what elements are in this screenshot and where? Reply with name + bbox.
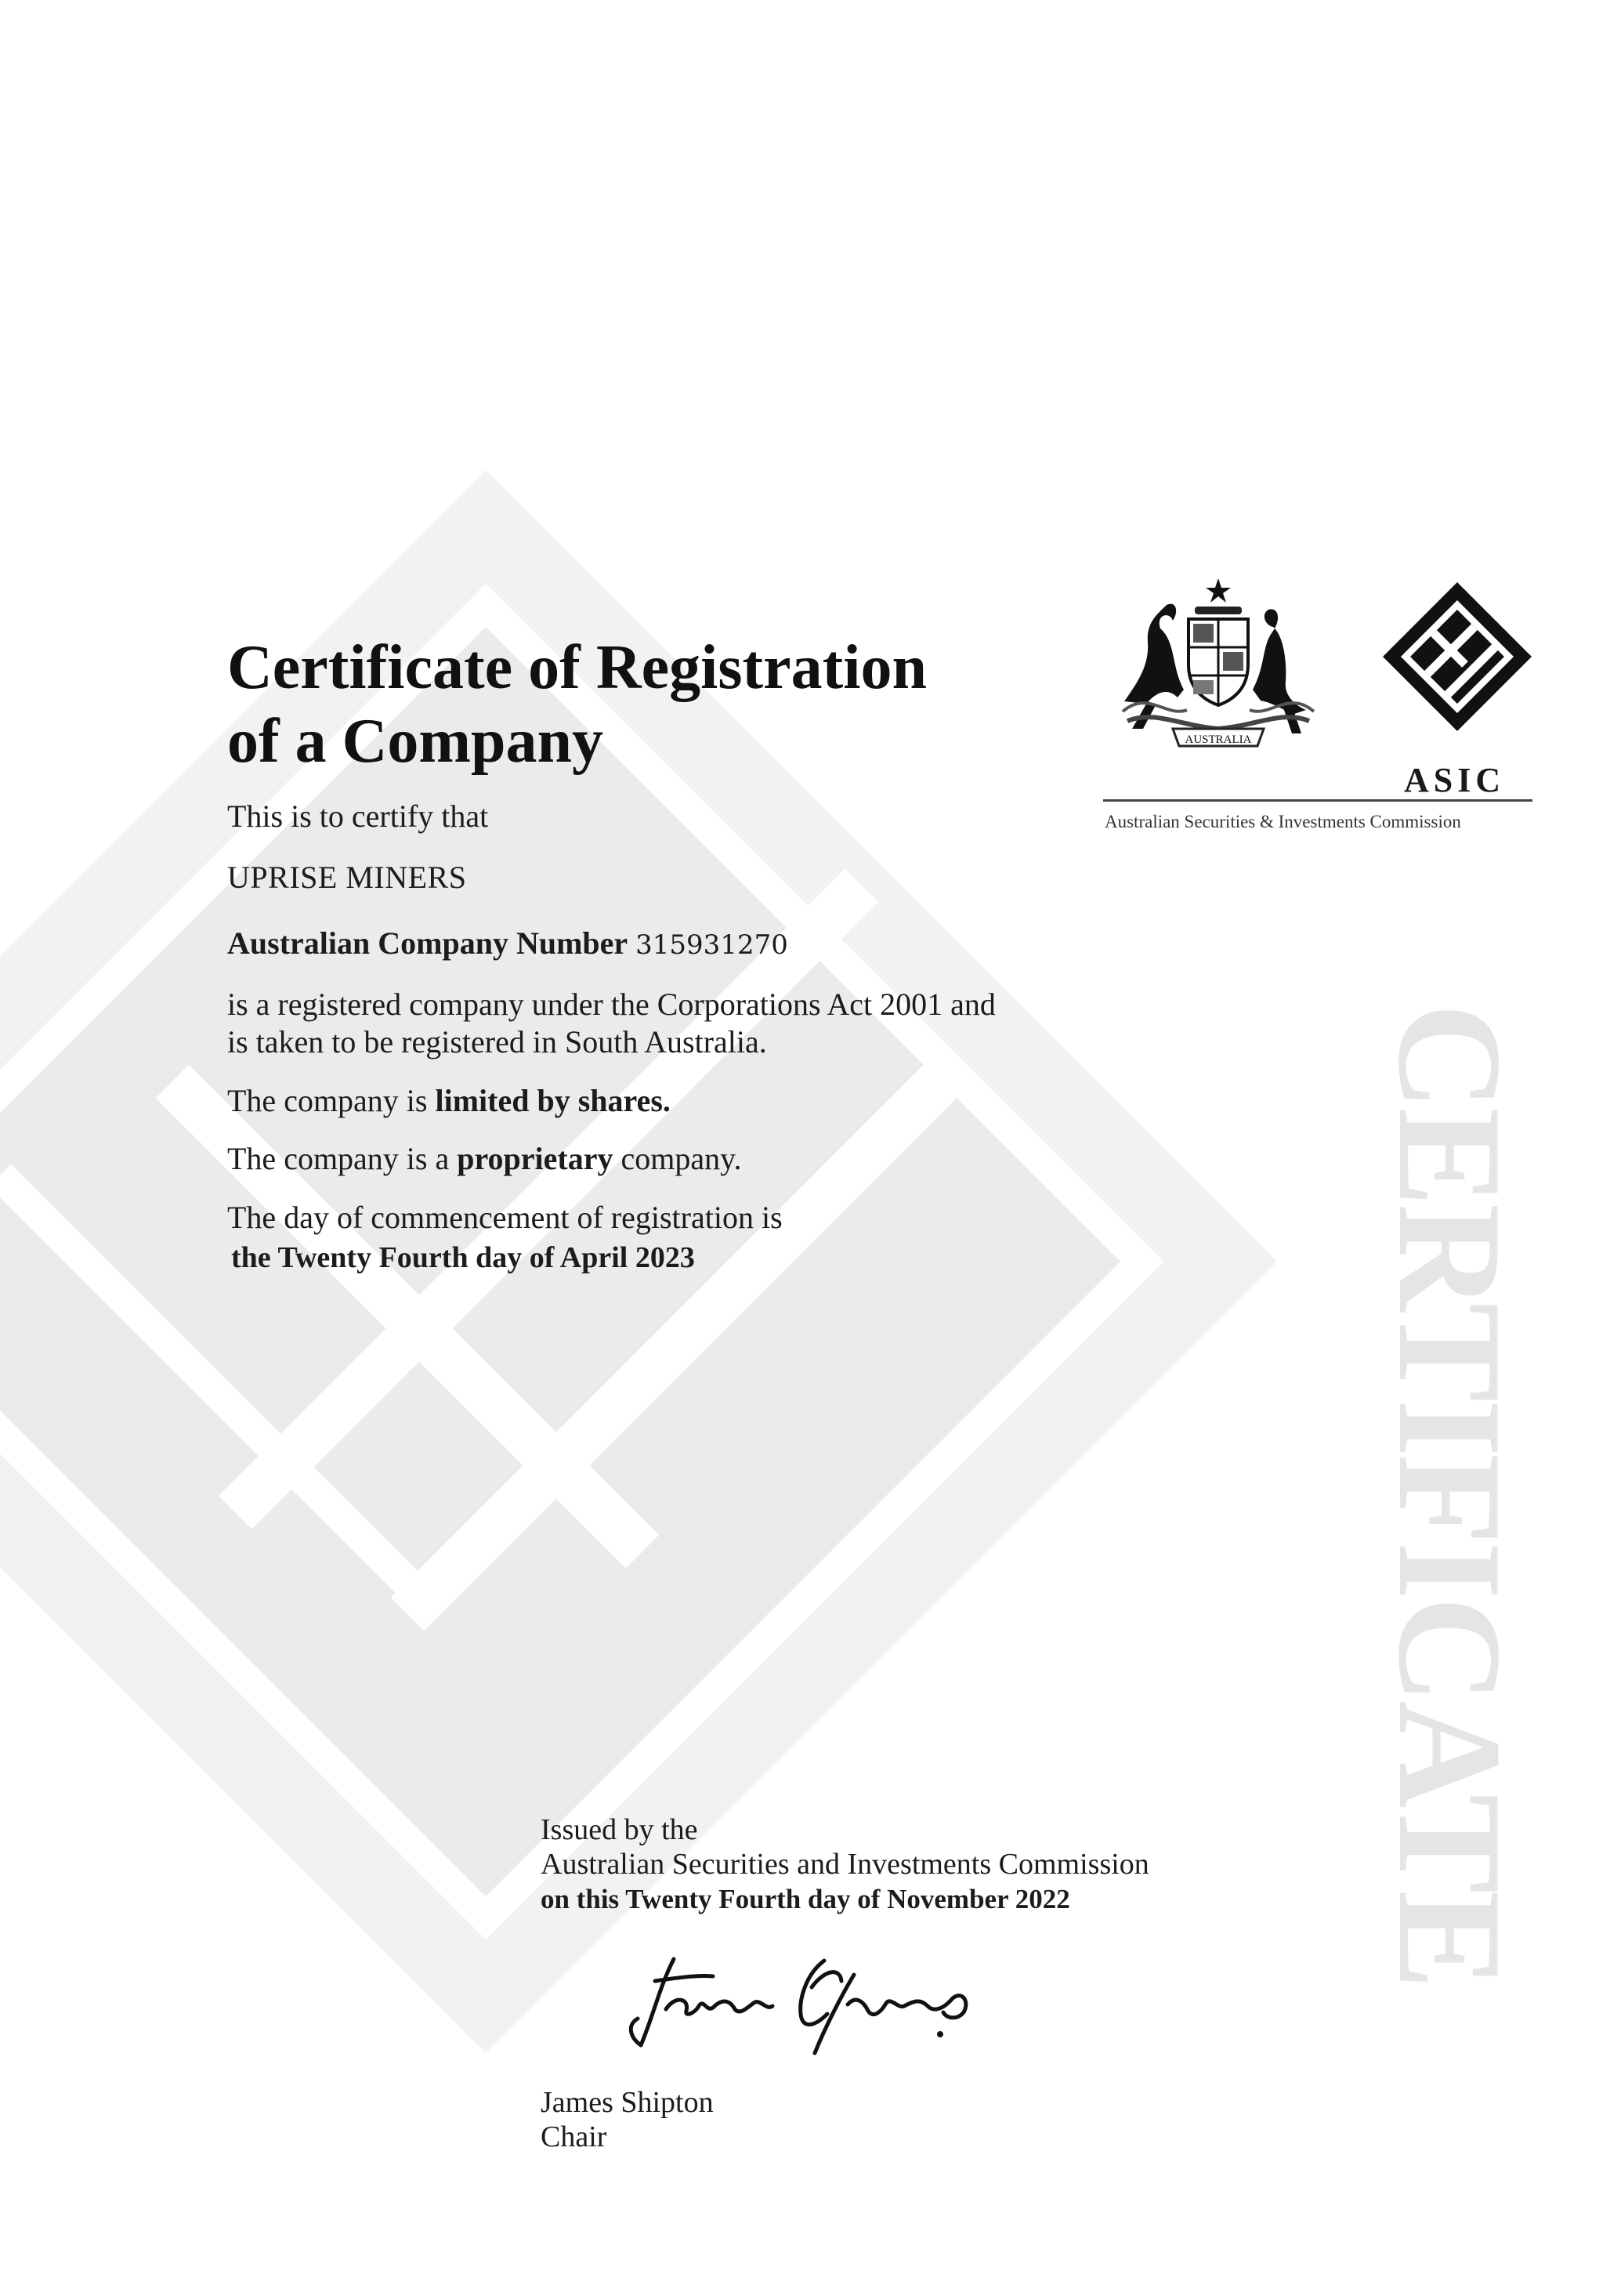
type-suffix: company. bbox=[613, 1141, 742, 1176]
acn-value: 315931270 bbox=[635, 929, 788, 961]
asic-full-name: Australian Securities & Investments Commission bbox=[1105, 812, 1461, 831]
issue-date: on this Twenty Fourth day of November 2022 bbox=[541, 1884, 1070, 1914]
certificate-title-line1: Certificate of Registration bbox=[227, 633, 927, 702]
type-prefix: The company is a bbox=[227, 1141, 458, 1176]
signatory-title: Chair bbox=[541, 2120, 607, 2153]
limited-by-shares-line bbox=[227, 1085, 671, 1117]
issuer-commission-name: Australian Securities and Investments Commission bbox=[541, 1848, 1149, 1881]
certificate-title-line2: of a Company bbox=[227, 707, 604, 776]
signatory-name: James Shipton bbox=[541, 2086, 714, 2119]
acn-line bbox=[227, 925, 788, 961]
limited-prefix: The company is bbox=[227, 1083, 436, 1118]
company-type-line bbox=[227, 1143, 742, 1175]
limited-value: limited by shares. bbox=[435, 1083, 671, 1118]
commencement-date: the Twenty Fourth day of April 2023 bbox=[231, 1241, 695, 1274]
asic-diamond-logo-icon bbox=[1379, 578, 1536, 735]
intro-text: This is to certify that bbox=[227, 799, 489, 834]
registration-line1: is a registered company under the Corporations Act 2001 and bbox=[227, 987, 996, 1022]
type-value: proprietary bbox=[457, 1141, 613, 1176]
crest-scroll-text: AUSTRALIA bbox=[1185, 733, 1252, 746]
registration-line2: is taken to be registered in South Australia. bbox=[227, 1024, 767, 1059]
company-name: UPRISE MINERS bbox=[227, 860, 467, 895]
asic-divider-line bbox=[1103, 799, 1532, 802]
commencement-label: The day of commencement of registration is bbox=[227, 1200, 783, 1235]
asic-abbrev-text: ASIC bbox=[1404, 761, 1506, 799]
issued-by-line: Issued by the bbox=[541, 1813, 698, 1846]
certificate-watermark-word: CERTIFICATE bbox=[1367, 1003, 1532, 1986]
signature-image bbox=[619, 1943, 995, 2061]
acn-label: Australian Company Number bbox=[227, 925, 628, 961]
australian-coat-of-arms-icon bbox=[1101, 572, 1336, 760]
